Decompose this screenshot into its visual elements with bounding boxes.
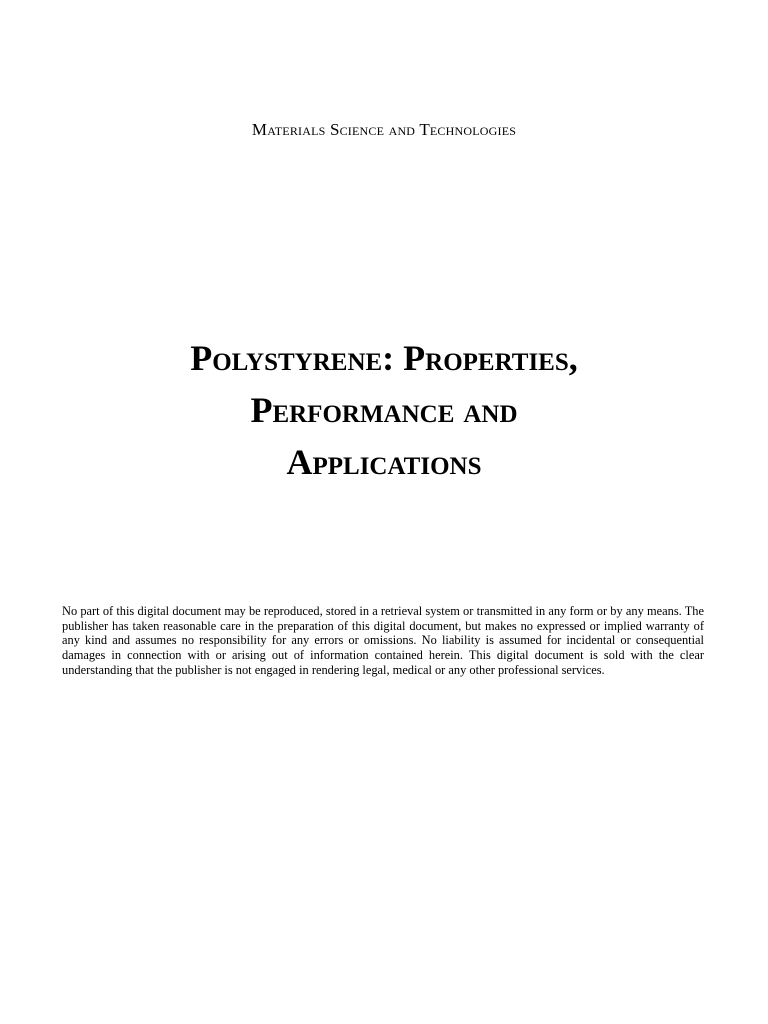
book-title <box>60 332 708 488</box>
book-title-line-3: Applications <box>286 442 482 482</box>
book-title-line-2: Performance and <box>250 390 518 430</box>
series-title: Materials Science and Technologies <box>251 120 517 139</box>
copyright-notice: No part of this digital document may be reproduced, stored in a retrieval system or transmitted in any form or by any means. The publisher has taken reasonable care in the preparation of this digital document, but makes no expressed or implied warranty of any kind and assumes no responsibility for any errors or omissions. No liability is assumed for incidental or consequential damages in connection with or arising out of information contained herein. This digital document is sold with the clear understanding that the publisher is not engaged in rendering legal, medical or any other professional services. <box>62 604 704 677</box>
book-title-line-1: Polystyrene: Properties, <box>190 338 578 378</box>
